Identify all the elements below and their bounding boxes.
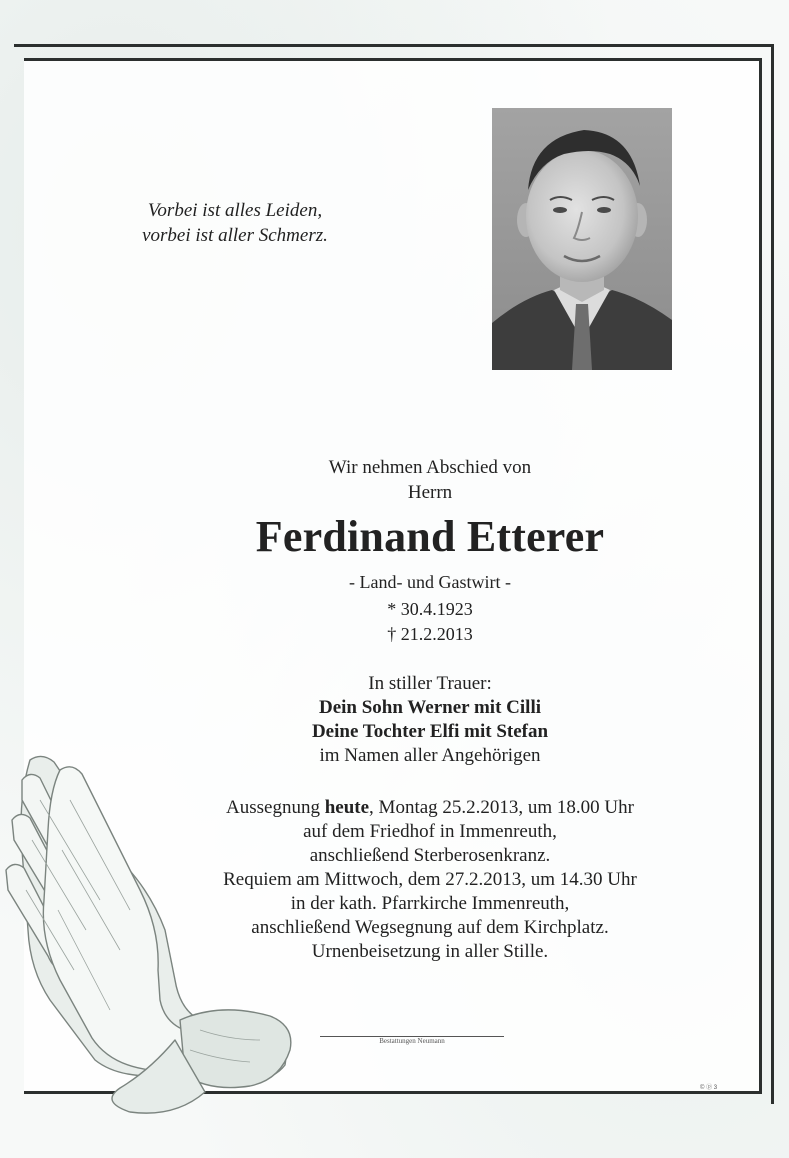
intro-line-2: Herrn (407, 482, 453, 503)
deceased-name: Ferdinand Etterer (255, 512, 605, 561)
death-date: † 21.2.2013 (387, 624, 473, 644)
verse (110, 198, 360, 248)
service-line-1-bold: heute (324, 797, 370, 818)
mourners-family: im Namen aller Angehörigen (319, 745, 541, 766)
birth-date: * 30.4.1923 (387, 599, 473, 619)
verse-line-1: Vorbei ist alles Leiden, (147, 200, 323, 221)
mourner-son: Dein Sohn Werner mit Cilli (318, 697, 542, 718)
service-line-6: anschließend Wegsegnung auf dem Kirchplatz. (251, 917, 609, 938)
service-line-5: in der kath. Pfarrkirche Immenreuth, (290, 893, 570, 914)
service-line-2: auf dem Friedhof in Immenreuth, (303, 821, 557, 842)
mourners-heading: In stiller Trauer: (368, 673, 492, 694)
undertaker-name: Bestattungen Neumann (379, 1037, 445, 1045)
deceased-occupation: - Land- und Gastwirt - (349, 572, 511, 592)
service-line-1-post: , Montag 25.2.2013, um 18.00 Uhr (369, 797, 634, 818)
service-line-7: Urnenbeisetzung in aller Stille. (311, 941, 549, 962)
intro-line-1: Wir nehmen Abschied von (328, 457, 532, 478)
verse-line-2: vorbei ist aller Schmerz. (142, 225, 328, 246)
portrait-image (492, 108, 672, 370)
service-line-1-pre: Aussegnung (226, 797, 325, 818)
mourner-daughter: Deine Tochter Elfi mit Stefan (311, 721, 549, 742)
copyright-mark: © ⓟ 3 (700, 1085, 718, 1091)
praying-hands-icon (0, 740, 300, 1140)
life-dates (130, 597, 730, 647)
service-line-3: anschließend Sterberosenkranz. (309, 845, 551, 866)
portrait-photo (492, 108, 672, 370)
intro (130, 455, 730, 505)
service-line-4: Requiem am Mittwoch, dem 27.2.2013, um 14.30 Uhr (223, 869, 637, 890)
